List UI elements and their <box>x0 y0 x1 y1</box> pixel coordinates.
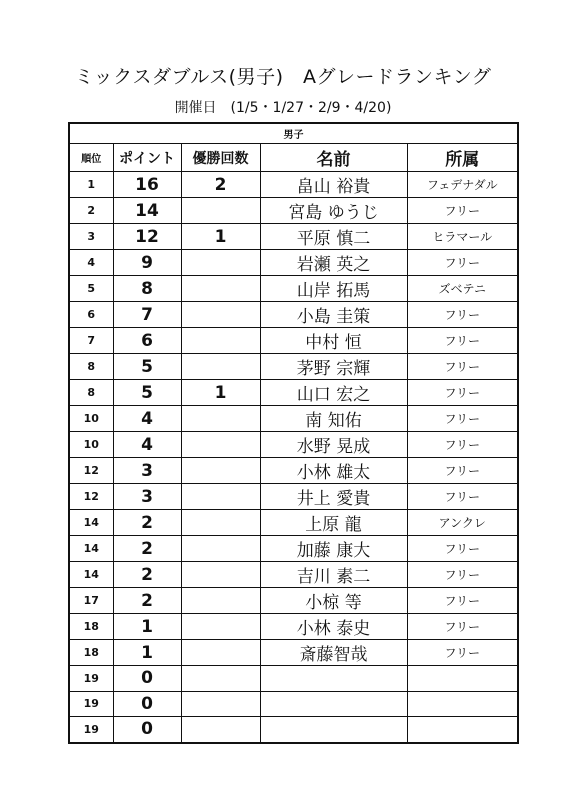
table-row <box>69 640 518 666</box>
points-cell: 6 <box>113 328 181 354</box>
table-row <box>69 588 518 614</box>
wins-cell <box>181 458 260 484</box>
wins-cell: 1 <box>181 224 260 250</box>
wins-cell <box>181 666 260 692</box>
rank-cell: 5 <box>69 276 113 302</box>
points-cell: 8 <box>113 276 181 302</box>
table-row <box>69 458 518 484</box>
affiliation-cell: フリー <box>407 198 518 224</box>
table-row <box>69 250 518 276</box>
table-row <box>69 380 518 406</box>
table-row <box>69 276 518 302</box>
points-cell: 0 <box>113 717 181 743</box>
points-cell: 4 <box>113 406 181 432</box>
points-cell: 16 <box>113 172 181 198</box>
affiliation-cell <box>407 691 518 717</box>
affiliation-cell <box>407 717 518 743</box>
affiliation-cell: アンクレ <box>407 510 518 536</box>
header-wins: 優勝回数 <box>181 144 260 172</box>
points-cell: 5 <box>113 354 181 380</box>
points-cell: 1 <box>113 614 181 640</box>
name-cell: 小椋 等 <box>260 588 407 614</box>
table-row <box>69 198 518 224</box>
name-cell: 小林 泰史 <box>260 614 407 640</box>
name-cell: 岩瀬 英之 <box>260 250 407 276</box>
wins-cell <box>181 432 260 458</box>
name-cell: 南 知佑 <box>260 406 407 432</box>
wins-cell <box>181 691 260 717</box>
points-cell: 2 <box>113 562 181 588</box>
wins-cell: 1 <box>181 380 260 406</box>
affiliation-cell: フリー <box>407 614 518 640</box>
rank-cell: 8 <box>69 380 113 406</box>
wins-cell <box>181 276 260 302</box>
wins-cell <box>181 640 260 666</box>
rank-cell: 6 <box>69 302 113 328</box>
name-cell: 斎藤智哉 <box>260 640 407 666</box>
points-cell: 7 <box>113 302 181 328</box>
table-row <box>69 432 518 458</box>
wins-cell <box>181 484 260 510</box>
points-cell: 2 <box>113 510 181 536</box>
table-row <box>69 536 518 562</box>
affiliation-cell: フリー <box>407 406 518 432</box>
page-title: ミックスダブルス(男子) Aグレードランキング <box>74 66 492 88</box>
wins-cell <box>181 250 260 276</box>
affiliation-cell: ズベテニ <box>407 276 518 302</box>
header-affiliation: 所属 <box>407 144 518 172</box>
affiliation-cell <box>407 666 518 692</box>
affiliation-cell: フリー <box>407 536 518 562</box>
rank-cell: 12 <box>69 484 113 510</box>
rank-cell: 10 <box>69 432 113 458</box>
wins-cell <box>181 198 260 224</box>
rank-cell: 18 <box>69 614 113 640</box>
table-row <box>69 328 518 354</box>
affiliation-cell: フリー <box>407 458 518 484</box>
rank-cell: 14 <box>69 536 113 562</box>
wins-cell <box>181 328 260 354</box>
rank-cell: 4 <box>69 250 113 276</box>
table-row <box>69 562 518 588</box>
rank-cell: 14 <box>69 510 113 536</box>
name-cell: 山口 宏之 <box>260 380 407 406</box>
name-cell: 平原 慎二 <box>260 224 407 250</box>
name-cell <box>260 691 407 717</box>
name-cell: 加藤 康大 <box>260 536 407 562</box>
rank-cell: 7 <box>69 328 113 354</box>
affiliation-cell: フリー <box>407 328 518 354</box>
name-cell: 小林 雄太 <box>260 458 407 484</box>
name-cell: 小島 圭策 <box>260 302 407 328</box>
rank-cell: 14 <box>69 562 113 588</box>
name-cell: 水野 晃成 <box>260 432 407 458</box>
points-cell: 2 <box>113 536 181 562</box>
affiliation-cell: フリー <box>407 432 518 458</box>
wins-cell <box>181 562 260 588</box>
affiliation-cell: フリー <box>407 302 518 328</box>
points-cell: 4 <box>113 432 181 458</box>
table-row <box>69 172 518 198</box>
rank-cell: 18 <box>69 640 113 666</box>
rank-cell: 10 <box>69 406 113 432</box>
wins-cell <box>181 406 260 432</box>
name-cell: 井上 愛貴 <box>260 484 407 510</box>
table-row <box>69 302 518 328</box>
table-row <box>69 510 518 536</box>
points-cell: 3 <box>113 484 181 510</box>
points-cell: 3 <box>113 458 181 484</box>
wins-cell <box>181 717 260 743</box>
name-cell: 畠山 裕貴 <box>260 172 407 198</box>
table-row <box>69 406 518 432</box>
affiliation-cell: ヒラマール <box>407 224 518 250</box>
table-row <box>69 354 518 380</box>
name-cell: 吉川 素二 <box>260 562 407 588</box>
rank-cell: 12 <box>69 458 113 484</box>
name-cell <box>260 666 407 692</box>
ranking-table <box>68 122 519 744</box>
table-row <box>69 224 518 250</box>
table-row <box>69 484 518 510</box>
name-cell <box>260 717 407 743</box>
header-points: ポイント <box>113 144 181 172</box>
wins-cell <box>181 510 260 536</box>
rank-cell: 3 <box>69 224 113 250</box>
name-cell: 茅野 宗輝 <box>260 354 407 380</box>
affiliation-cell: フリー <box>407 640 518 666</box>
event-dates: 開催日 (1/5・1/27・2/9・4/20) <box>174 100 392 116</box>
rank-cell: 2 <box>69 198 113 224</box>
wins-cell <box>181 536 260 562</box>
affiliation-cell: フリー <box>407 250 518 276</box>
points-cell: 9 <box>113 250 181 276</box>
table-row <box>69 666 518 692</box>
table-row <box>69 691 518 717</box>
name-cell: 山岸 拓馬 <box>260 276 407 302</box>
wins-cell <box>181 614 260 640</box>
affiliation-cell: フリー <box>407 354 518 380</box>
rank-cell: 17 <box>69 588 113 614</box>
header-row <box>69 144 518 172</box>
rank-cell: 1 <box>69 172 113 198</box>
category-label: 男子 <box>69 123 518 144</box>
wins-cell <box>181 302 260 328</box>
affiliation-cell: フリー <box>407 562 518 588</box>
rank-cell: 19 <box>69 717 113 743</box>
points-cell: 5 <box>113 380 181 406</box>
name-cell: 宮島 ゆうじ <box>260 198 407 224</box>
points-cell: 14 <box>113 198 181 224</box>
affiliation-cell: フェデナダル <box>407 172 518 198</box>
table-row <box>69 717 518 743</box>
name-cell: 上原 龍 <box>260 510 407 536</box>
header-name: 名前 <box>260 144 407 172</box>
rank-cell: 19 <box>69 666 113 692</box>
category-row <box>69 123 518 144</box>
wins-cell <box>181 588 260 614</box>
affiliation-cell: フリー <box>407 380 518 406</box>
points-cell: 12 <box>113 224 181 250</box>
rank-cell: 8 <box>69 354 113 380</box>
points-cell: 1 <box>113 640 181 666</box>
wins-cell: 2 <box>181 172 260 198</box>
rank-cell: 19 <box>69 691 113 717</box>
points-cell: 2 <box>113 588 181 614</box>
header-rank: 順位 <box>69 144 113 172</box>
wins-cell <box>181 354 260 380</box>
affiliation-cell: フリー <box>407 484 518 510</box>
points-cell: 0 <box>113 691 181 717</box>
name-cell: 中村 恒 <box>260 328 407 354</box>
affiliation-cell: フリー <box>407 588 518 614</box>
table-row <box>69 614 518 640</box>
points-cell: 0 <box>113 666 181 692</box>
